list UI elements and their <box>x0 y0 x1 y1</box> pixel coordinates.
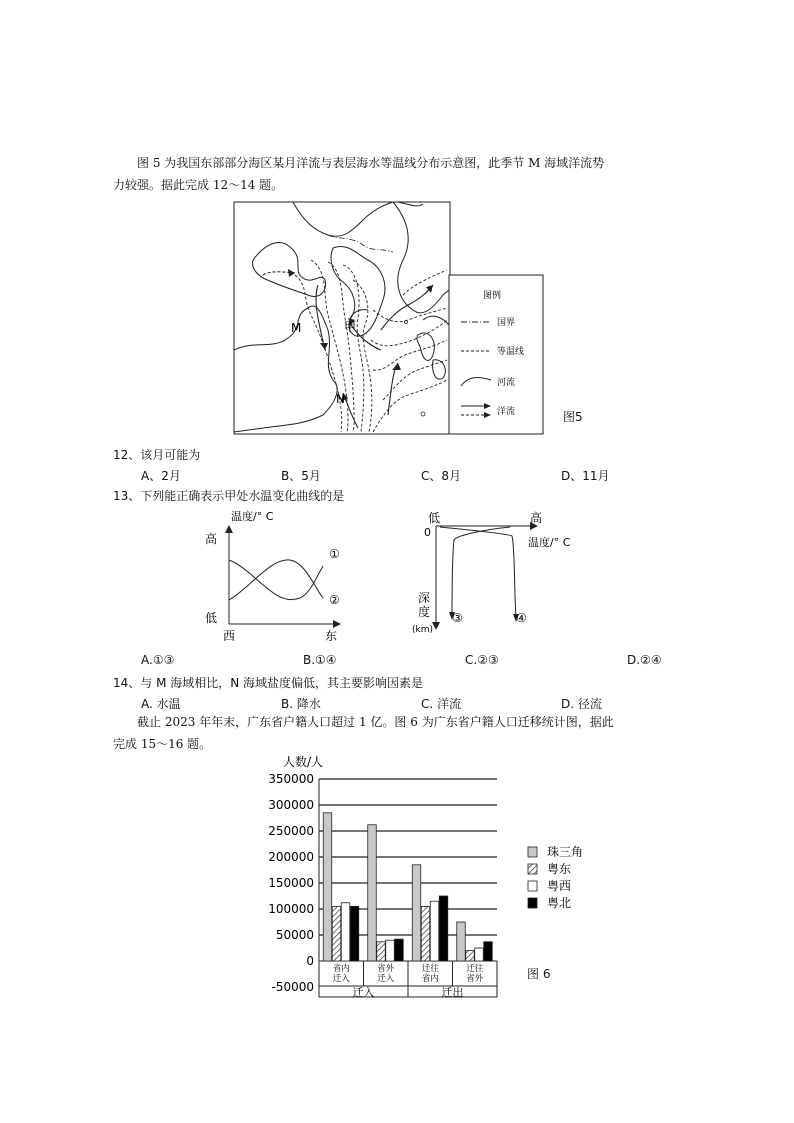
bar-粤东-省外迁入 <box>377 942 386 961</box>
bar-粤东-迁往省内 <box>421 906 430 961</box>
figure-5-map <box>233 200 593 440</box>
legend-swatch-粤北 <box>528 898 537 908</box>
y-tick-label: 300000 <box>268 798 314 812</box>
curve-1 <box>229 560 323 600</box>
y-tick-label: 100000 <box>268 902 314 916</box>
bar-粤北-省外迁入 <box>395 939 404 961</box>
bar-粤西-省外迁入 <box>386 940 395 961</box>
intro2-line-2: 完成 15～16 题。 <box>113 737 212 751</box>
q14-option-a[interactable]: A. 水温 <box>141 697 181 711</box>
legend-item-border: 国界 <box>497 318 516 328</box>
y-tick-label: -50000 <box>271 980 314 994</box>
bar-珠三角-省内迁入 <box>323 813 332 961</box>
curve-3 <box>452 527 510 616</box>
figure-5-caption: 图5 <box>563 410 583 424</box>
y-tick-label: 250000 <box>268 824 314 838</box>
q12-option-a[interactable]: A、2月 <box>141 469 181 483</box>
legend-swatch-粤东 <box>528 864 537 874</box>
right-chart-depth-unit: (km) <box>412 625 434 635</box>
q13-right-chart <box>410 508 590 638</box>
category-label: 省外 <box>466 974 484 984</box>
category-label: 迁入 <box>377 974 395 984</box>
q12-stem: 12、该月可能为 <box>113 448 201 462</box>
bar-粤北-迁往省内 <box>439 896 448 961</box>
label-n: N <box>336 392 345 406</box>
y-tick-label: 200000 <box>268 850 314 864</box>
q13-stem: 13、下列能正确表示甲处水温变化曲线的是 <box>113 489 345 503</box>
category-label: 省内 <box>421 974 439 984</box>
q12-option-d[interactable]: D、11月 <box>561 469 610 483</box>
bar-粤东-迁往省外 <box>466 951 475 961</box>
group-label: 迁入 <box>352 986 375 999</box>
label-jia: 甲 <box>344 320 357 334</box>
intro-paragraph-2 <box>113 711 693 755</box>
legend-item-current: 洋流 <box>497 407 516 417</box>
legend-title: 图例 <box>483 291 502 301</box>
curve-2-label: ② <box>329 593 340 607</box>
legend-item-isotherm: 等温线 <box>497 347 525 357</box>
legend-item-river: 河流 <box>497 378 516 388</box>
y-tick-label: 150000 <box>268 876 314 890</box>
left-chart-low: 低 <box>205 611 218 625</box>
curve-2 <box>229 560 323 600</box>
curve-4-label: ④ <box>516 611 527 625</box>
bar-粤东-省内迁入 <box>332 906 341 961</box>
legend-label-粤北: 粤北 <box>547 896 572 910</box>
bar-珠三角-迁往省外 <box>457 922 466 961</box>
q14-stem: 14、与 M 海域相比，N 海域盐度偏低，其主要影响因素是 <box>113 676 424 690</box>
right-chart-zero: 0 <box>424 526 431 539</box>
q13-option-c[interactable]: C.②③ <box>465 653 499 667</box>
y-tick-label: 50000 <box>275 928 314 942</box>
q14-option-d[interactable]: D. 径流 <box>561 697 602 711</box>
legend-swatch-粤西 <box>528 881 537 891</box>
curve-4 <box>440 527 516 618</box>
bar-粤北-迁往省外 <box>484 942 493 961</box>
legend-swatch-珠三角 <box>528 847 537 857</box>
category-label: 迁往 <box>466 964 484 974</box>
bar-粤西-迁往省内 <box>430 901 439 961</box>
q14-option-b[interactable]: B. 降水 <box>281 697 321 711</box>
bar-粤西-省内迁入 <box>341 903 350 961</box>
curve-3-label: ③ <box>452 611 463 625</box>
left-chart-east: 东 <box>325 629 338 643</box>
q14-option-c[interactable]: C. 洋流 <box>421 697 462 711</box>
fig6-ylabel: 人数/人 <box>283 755 324 769</box>
q13-option-a[interactable]: A.①③ <box>141 653 175 667</box>
q13-option-d[interactable]: D.②④ <box>627 653 662 667</box>
right-chart-depth-2: 度 <box>418 605 431 619</box>
y-tick-label: 350000 <box>268 772 314 786</box>
left-chart-ylabel: 温度/° C <box>231 510 274 523</box>
category-label: 省内 <box>332 964 350 974</box>
bar-珠三角-省外迁入 <box>368 825 377 961</box>
right-chart-low: 低 <box>428 511 441 525</box>
q12-option-c[interactable]: C、8月 <box>421 469 462 483</box>
right-chart-high: 高 <box>530 511 543 525</box>
intro-paragraph-1 <box>113 152 693 196</box>
bar-粤北-省内迁入 <box>350 906 359 961</box>
category-label: 省外 <box>377 964 395 974</box>
legend-label-粤西: 粤西 <box>547 879 572 893</box>
group-label: 迁出 <box>441 986 464 999</box>
q13-option-b[interactable]: B.①④ <box>303 653 337 667</box>
bar-珠三角-迁往省内 <box>412 865 421 961</box>
intro-line-2: 力较强。据此完成 12～14 题。 <box>113 178 284 192</box>
y-tick-label: 0 <box>306 954 314 968</box>
intro-line-1: 图 5 为我国东部部分海区某月洋流与表层海水等温线分布示意图，此季节 M 海域洋流势 <box>137 156 605 170</box>
curve-1-label: ① <box>329 547 340 561</box>
left-chart-west: 西 <box>223 629 236 643</box>
q12-option-b[interactable]: B、5月 <box>281 469 321 483</box>
right-chart-depth-1: 深 <box>418 591 431 605</box>
legend-label-珠三角: 珠三角 <box>547 845 584 859</box>
right-chart-xlabel: 温度/° C <box>528 536 571 549</box>
category-label: 迁往 <box>421 964 439 974</box>
intro2-line-1: 截止 2023 年年末，广东省户籍人口超过 1 亿。图 6 为广东省户籍人口迁移统计图，据此 <box>137 715 614 729</box>
left-chart-high: 高 <box>205 532 218 546</box>
border-line <box>328 235 393 252</box>
bar-粤西-迁往省外 <box>475 948 484 961</box>
legend-label-粤东: 粤东 <box>547 862 572 876</box>
figure-6-caption: 图 6 <box>527 967 551 981</box>
ocean-currents <box>263 272 433 428</box>
category-label: 迁入 <box>332 974 350 984</box>
label-m: M <box>291 321 302 335</box>
q13-left-chart <box>195 508 355 648</box>
